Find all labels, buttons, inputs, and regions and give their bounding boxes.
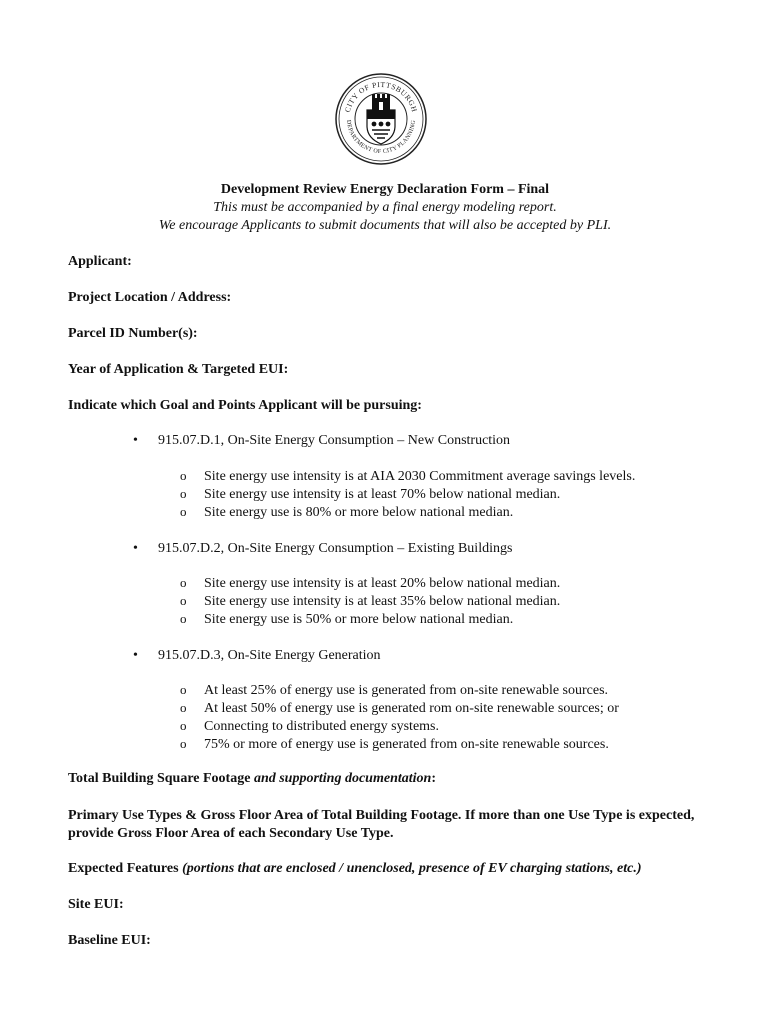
goal-prompt-label: Indicate which Goal and Points Applicant will be pursuing: [68, 398, 422, 413]
svg-text:DEPARTMENT OF CITY PLANNING: DEPARTMENT OF CITY PLANNING [344, 119, 418, 156]
bullet-icon: • [133, 541, 138, 556]
goal-option-label: 75% or more of energy use is generated from on-site renewable sources. [204, 737, 609, 752]
option-circle-icon[interactable]: o [180, 504, 187, 519]
option-circle-icon[interactable]: o [180, 736, 187, 751]
goal-option-label: Site energy use intensity is at least 70% below national median. [204, 487, 561, 502]
form-title: Development Review Energy Declaration Form – Final [220, 182, 550, 197]
city-seal-logo [334, 72, 428, 166]
square-footage-italic-text: and supporting documentation [253, 771, 432, 786]
goal-option-label: Site energy use is 50% or more below national median. [204, 612, 514, 627]
option-circle-icon[interactable]: o [180, 593, 187, 608]
goal-option-label: Site energy use is 80% or more below national median. [204, 505, 514, 520]
option-circle-icon[interactable]: o [180, 468, 187, 483]
goal-option-label: At least 25% of energy use is generated from on-site renewable sources. [204, 683, 609, 698]
expected-features-bold-text: Expected Features [68, 861, 183, 876]
square-footage-colon: : [431, 771, 436, 786]
goal-label: 915.07.D.1, On-Site Energy Consumption – New Construction [158, 433, 511, 448]
goal-option-label: Connecting to distributed energy systems. [204, 719, 439, 734]
square-footage-bold-text: Total Building Square Footage [68, 771, 254, 786]
option-circle-icon[interactable]: o [180, 718, 187, 733]
project-location-label: Project Location / Address: [68, 290, 232, 305]
option-circle-icon[interactable]: o [180, 700, 187, 715]
goal-option-label: Site energy use intensity is at least 20% below national median. [204, 576, 561, 591]
option-circle-icon[interactable]: o [180, 682, 187, 697]
baseline-eui-label: Baseline EUI: [68, 933, 151, 948]
form-subtitle-pli: We encourage Applicants to submit documents that will also be accepted by PLI. [158, 218, 612, 233]
square-footage-label [68, 770, 708, 788]
applicant-label: Applicant: [68, 254, 132, 269]
bullet-icon: • [133, 433, 138, 448]
goal-option-label: At least 50% of energy use is generated rom on-site renewable sources; or [204, 701, 619, 716]
goal-option-label: Site energy use intensity is at AIA 2030 Commitment average savings levels. [204, 469, 636, 484]
site-eui-label: Site EUI: [68, 897, 124, 912]
bullet-icon: • [133, 648, 138, 663]
parcel-id-label: Parcel ID Number(s): [68, 326, 198, 341]
expected-features-label [68, 860, 708, 878]
goal-label: 915.07.D.2, On-Site Energy Consumption – Existing Buildings [158, 541, 513, 556]
option-circle-icon[interactable]: o [180, 575, 187, 590]
form-subtitle-modeling: This must be accompanied by a final energy modeling report. [213, 200, 557, 215]
svg-text:CITY OF PITTSBURGH: CITY OF PITTSBURGH [342, 79, 420, 114]
option-circle-icon[interactable]: o [180, 486, 187, 501]
year-eui-label: Year of Application & Targeted EUI: [68, 362, 289, 377]
option-circle-icon[interactable]: o [180, 611, 187, 626]
goal-option-label: Site energy use intensity is at least 35% below national median. [204, 594, 561, 609]
primary-use-label: Primary Use Types & Gross Floor Area of Total Building Footage. If more than one Use Type is expected, provide Gross Floor Area of each Secondary Use Type. [68, 808, 695, 841]
goal-label: 915.07.D.3, On-Site Energy Generation [158, 648, 381, 663]
expected-features-italic-text: (portions that are enclosed / unenclosed, presence of EV charging stations, etc.) [182, 861, 642, 876]
